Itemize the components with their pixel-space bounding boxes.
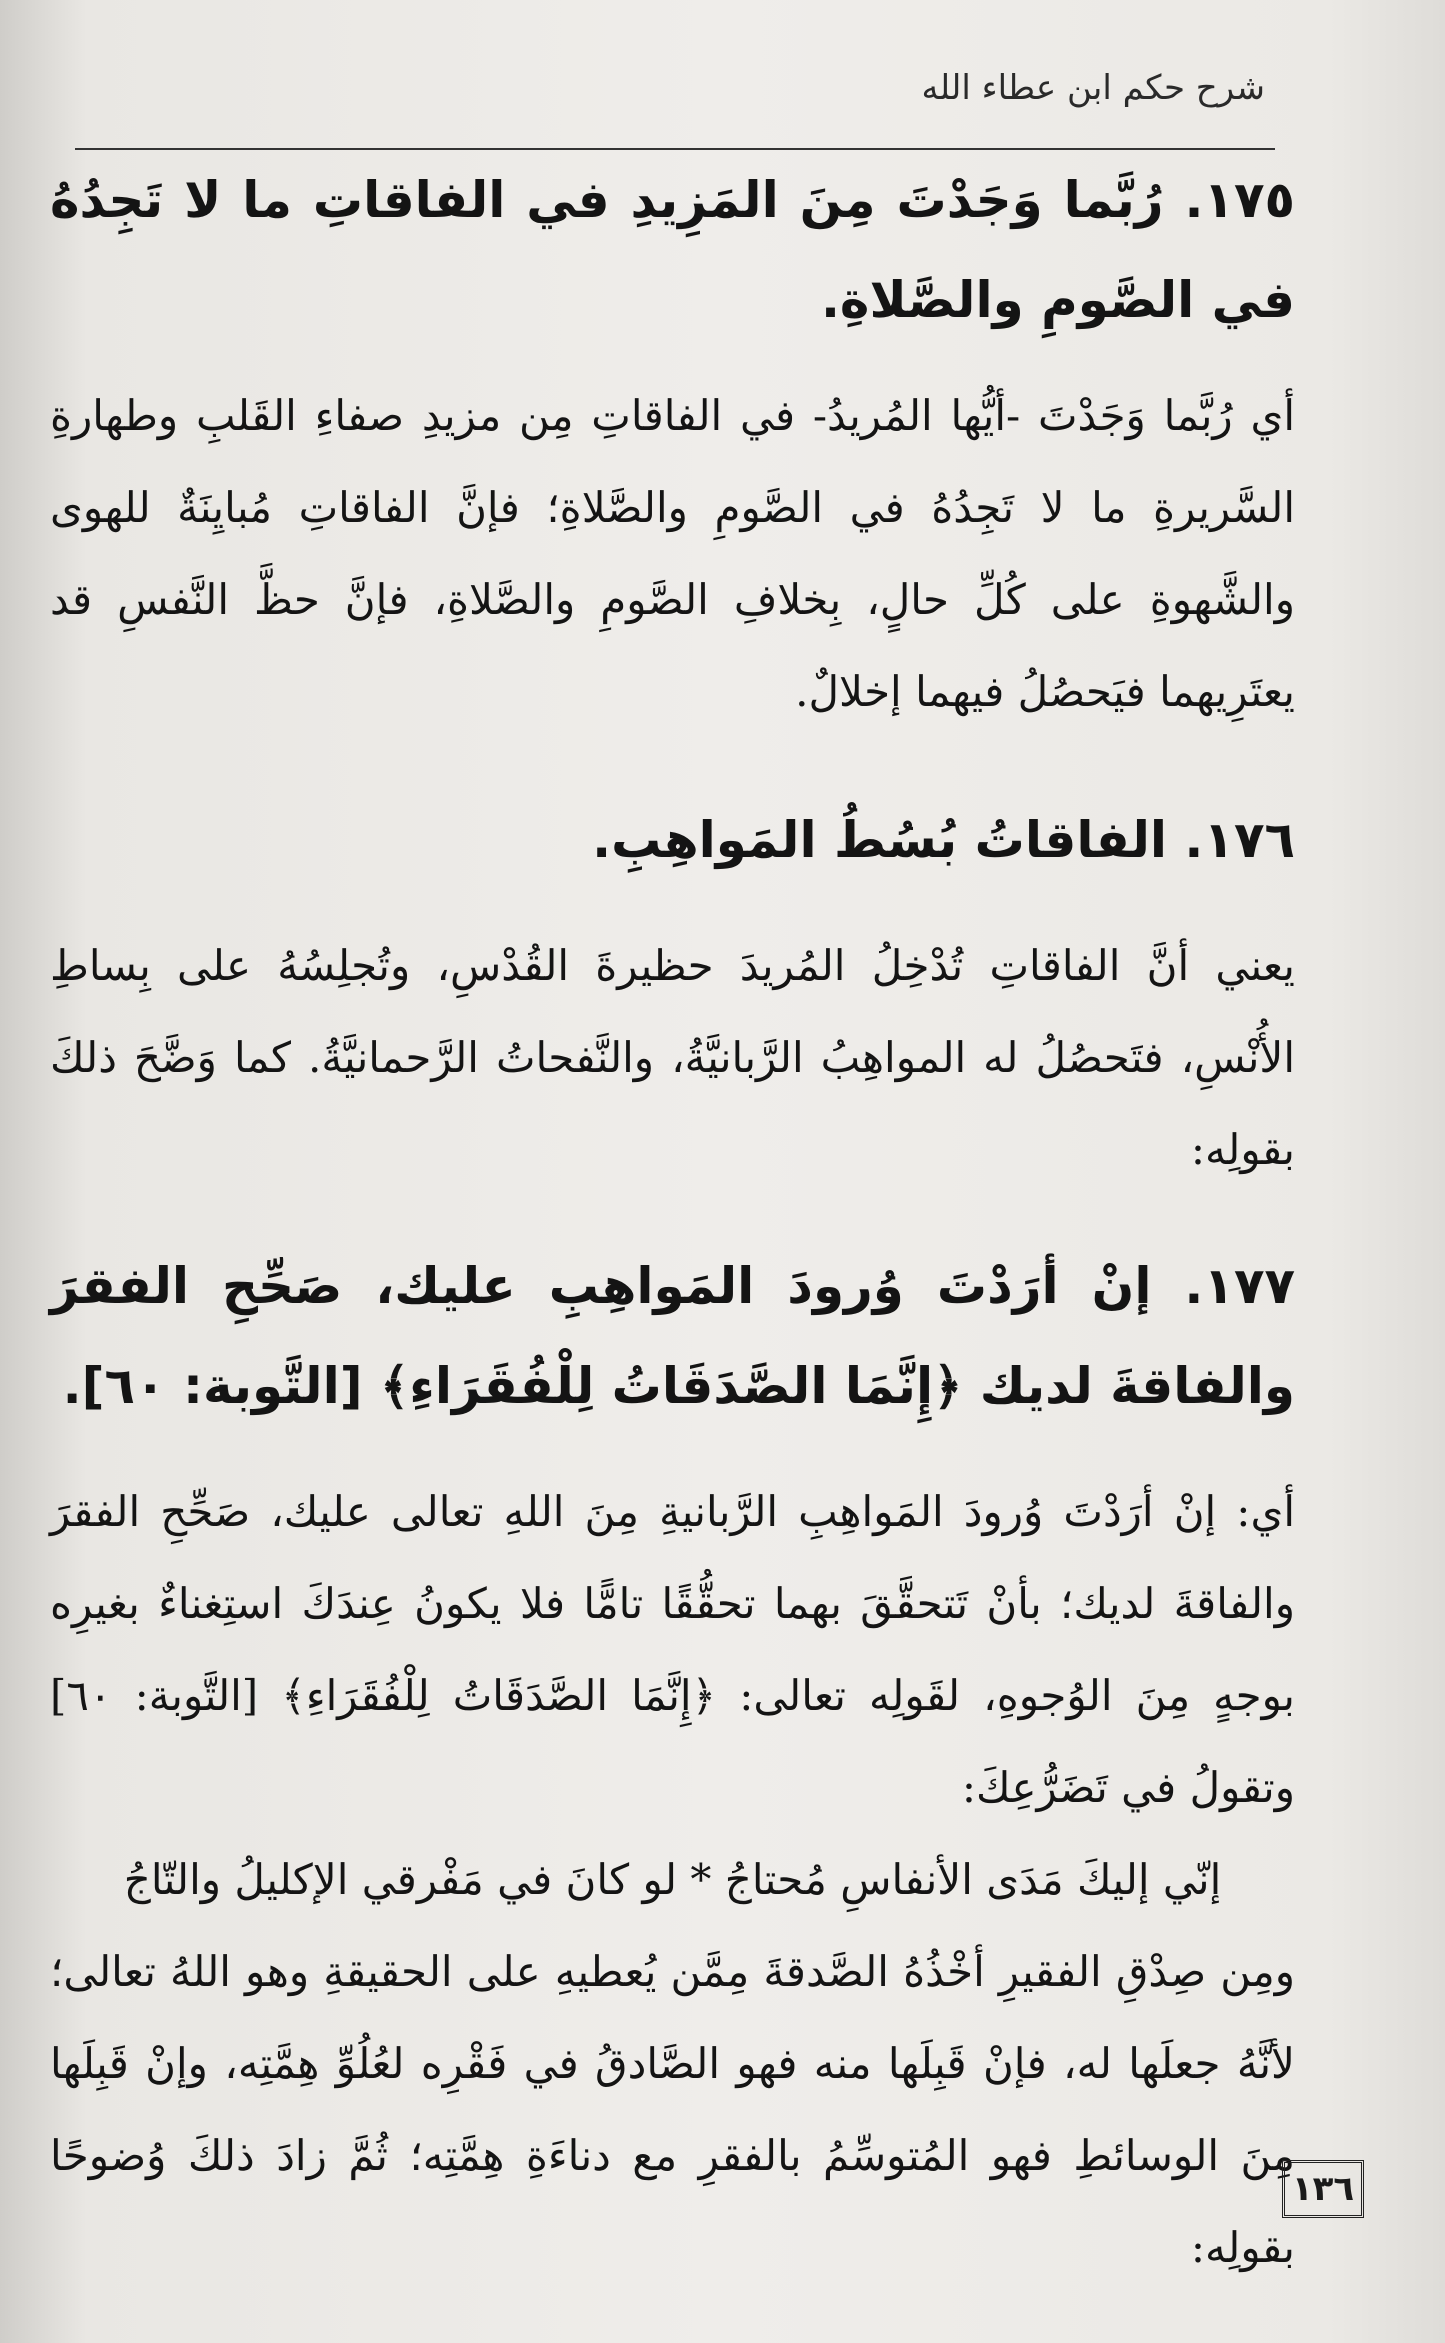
commentary-paragraph-177: أي: إنْ أرَدْتَ وُرودَ المَواهِبِ الرَّبانيةِ مِنَ اللهِ تعالى عليك، صَحِّحِ الفقرَ والفاقةَ لديك؛ بأنْ تَتحقَّقَ بهما تحقُّقًا تامًّا فلا يكونُ عِندَكَ استِغناءٌ بغيرِه بوجهٍ مِنَ الوُجوهِ، لقَولِه تعالى: ﴿إِنَّمَا الصَّدَقَاتُ لِلْفُقَرَاءِ﴾ [التَّوبة: ٦٠] وتقولُ في تَضَرُّعِكَ:	[50, 1487, 1295, 1812]
page-number: ١٣٦	[1291, 2169, 1355, 2209]
running-header	[75, 60, 1275, 150]
commentary-paragraph-177-continued: ومِن صِدْقِ الفقيرِ أخْذُهُ الصَّدقةَ مِمَّن يُعطيهِ على الحقيقةِ وهو اللهُ تعالى؛ لأنَّهُ جعلَها له، فإنْ قَبِلَها منه فهو الصَّادقُ في فَقْرِه لعُلُوِّ هِمَّتِه، وإنْ قَبِلَها مِنَ الوسائطِ فهو المُتوسِّمُ بالفقرِ مع دناءَةِ هِمَّتِه؛ ثُمَّ زادَ ذلكَ وُضوحًا بقولِه:	[50, 1947, 1295, 2272]
aphorism-heading-176: ١٧٦. الفاقاتُ بُسُطُ المَواهِبِ.	[592, 811, 1295, 869]
commentary-paragraph-175: أي رُبَّما وَجَدْتَ -أيُّها المُريدُ- في الفاقاتِ مِن مزيدِ صفاءِ القَلبِ وطهارةِ السَّريرةِ ما لا تَجِدُهُ في الصَّومِ والصَّلاةِ؛ فإنَّ الفاقاتِ مُبايِنَةٌ للهوى والشَّهوةِ على كُلِّ حالٍ، بِخلافِ الصَّومِ والصَّلاةِ، فإنَّ حظَّ النَّفسِ قد يعتَرِيهما فيَحصُلُ فيهما إخلالٌ.	[50, 391, 1295, 716]
commentary-paragraph-176: يعني أنَّ الفاقاتِ تُدْخِلُ المُريدَ حظيرةَ القُدْسِ، وتُجلِسُهُ على بِساطِ الأُنْسِ، فتَحصُلُ له المواهِبُ الرَّبانيَّةُ، والنَّفحاتُ الرَّحمانيَّةُ. كما وَضَّحَ ذلكَ بقولِه:	[50, 941, 1295, 1174]
poetry-verse: إنّي إليكَ مَدَى الأنفاسِ مُحتاجُ * لو كانَ في مَفْرقي الإكليلُ والتّاجُ	[123, 1855, 1222, 1904]
page-number-box	[1282, 2160, 1364, 2218]
book-title: شرح حكم ابن عطاء الله	[921, 68, 1265, 108]
aphorism-heading-175: ١٧٥. رُبَّما وَجَدْتَ مِنَ المَزِيدِ في الفاقاتِ ما لا تَجِدُهُ في الصَّومِ والصَّلاةِ.	[50, 171, 1295, 329]
page-content	[50, 150, 1295, 2294]
aphorism-heading-177: ١٧٧. إنْ أرَدْتَ وُرودَ المَواهِبِ عليك، صَحِّحِ الفقرَ والفاقةَ لديك ﴿إِنَّمَا الصَّدَقَاتُ لِلْفُقَرَاءِ﴾ [التَّوبة: ٦٠].	[50, 1257, 1295, 1415]
